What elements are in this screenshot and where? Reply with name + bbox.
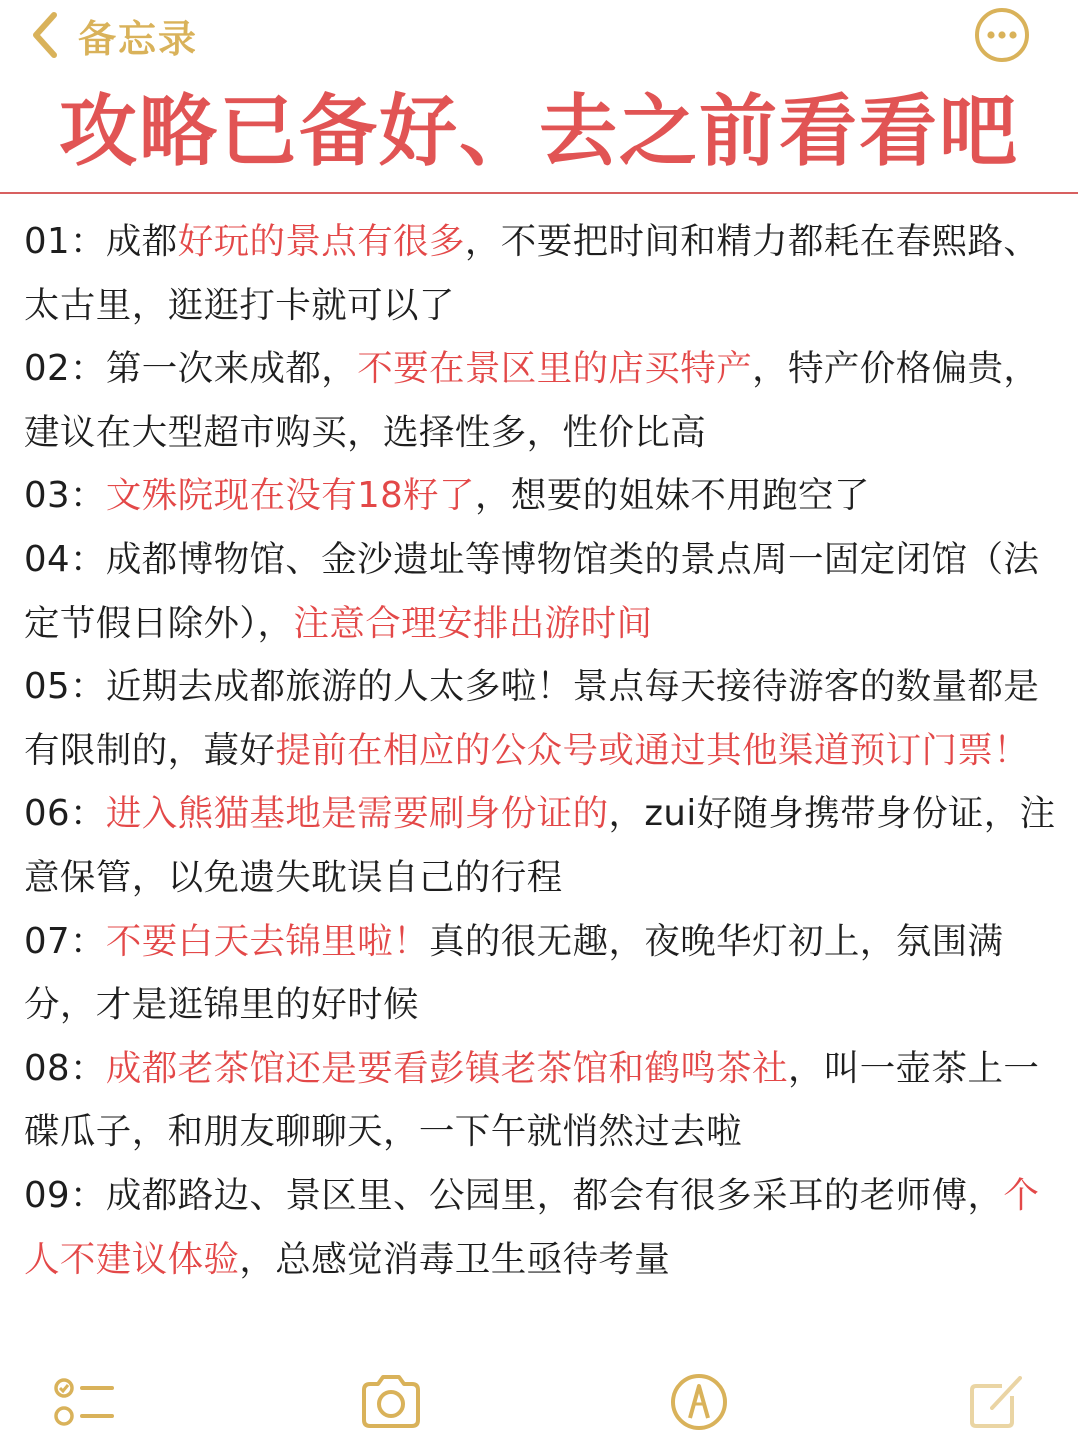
highlighted-text: 文殊院现在没有18籽了 [105, 475, 475, 517]
highlighted-text: 不要在景区里的店买特产 [357, 348, 753, 390]
note-item [24, 1037, 1058, 1164]
note-item [24, 528, 1058, 655]
note-text: 02：第一次来成都， [24, 348, 358, 390]
note-item [24, 337, 1058, 464]
note-text: 08： [24, 1047, 106, 1089]
markup-button[interactable] [664, 1366, 734, 1436]
note-text: ，想要的姐妹不用跑空了 [474, 475, 870, 517]
note-item [24, 210, 1058, 337]
back-button[interactable] [28, 8, 198, 62]
note-text: ，特产价格偏贵，建议在大型超市购买，选择性多，性价比高 [24, 348, 1040, 453]
chevron-left-icon [28, 11, 62, 59]
note-text: ，叫一壶茶上一碟瓜子，和朋友聊聊天，一下午就悄然过去啦 [24, 1047, 1040, 1153]
highlighted-text: 个人不建议体验 [24, 1174, 1040, 1280]
note-text: ，zui好随身携带身份证，注意保管，以免遗失耽误自己的行程 [24, 793, 1056, 898]
ellipsis-circle-icon [973, 6, 1031, 64]
more-button[interactable] [973, 6, 1031, 64]
note-item [24, 464, 1058, 528]
highlighted-text: 进入熊猫基地是需要刷身份证的 [105, 793, 609, 835]
back-label: 备忘录 [78, 16, 199, 61]
note-item [24, 910, 1058, 1037]
note-item [24, 1164, 1058, 1291]
note-text: 06： [24, 793, 106, 835]
compose-button[interactable] [962, 1366, 1032, 1436]
camera-icon [356, 1366, 426, 1436]
compose-icon [962, 1366, 1032, 1436]
highlighted-text: 成都老茶馆还是要看彭镇老茶馆和鹤鸣茶社 [105, 1047, 788, 1089]
note-text: 真的很无趣，夜晚华灯初上，氛围满分，才是逛锦里的好时候 [24, 920, 1004, 1026]
note-text: 03： [24, 475, 106, 517]
note-text: 01：成都 [24, 221, 178, 262]
navigation-bar [0, 0, 1078, 70]
checklist-button[interactable] [50, 1366, 120, 1436]
markup-pen-icon [664, 1366, 734, 1436]
camera-button[interactable] [356, 1366, 426, 1436]
note-body[interactable] [24, 210, 1058, 1291]
note-text: ，总感觉消毒卫生亟待考量 [239, 1238, 671, 1280]
highlighted-text: 不要白天去锦里啦！ [105, 920, 429, 962]
note-item [24, 782, 1058, 909]
title-divider [0, 192, 1078, 194]
checklist-icon [50, 1366, 120, 1436]
note-text: ，不要把时间和精力都耗在春熙路、太古里，逛逛打卡就可以了 [24, 221, 1040, 326]
note-text: 05：近期去成都旅游的人太多啦！景点每天接待游客的数量都是有限制的，蕞好 [24, 666, 1040, 771]
note-item [24, 655, 1058, 782]
note-title: 攻略已备好、去之前看看吧 [58, 87, 1019, 177]
note-text: 07： [24, 920, 106, 962]
bottom-toolbar [0, 1356, 1078, 1440]
note-text: 04：成都博物馆、金沙遗址等博物馆类的景点周一固定闭馆（法定节假日除外）， [24, 538, 1040, 644]
highlighted-text: 好玩的景点有很多 [177, 221, 465, 262]
highlighted-text: 提前在相应的公众号或通过其他渠道预订门票！ [275, 729, 1030, 771]
highlighted-text: 注意合理安排出游时间 [293, 602, 653, 644]
note-text: 09：成都路边、景区里、公园里，都会有很多采耳的老师傅， [24, 1174, 1004, 1216]
